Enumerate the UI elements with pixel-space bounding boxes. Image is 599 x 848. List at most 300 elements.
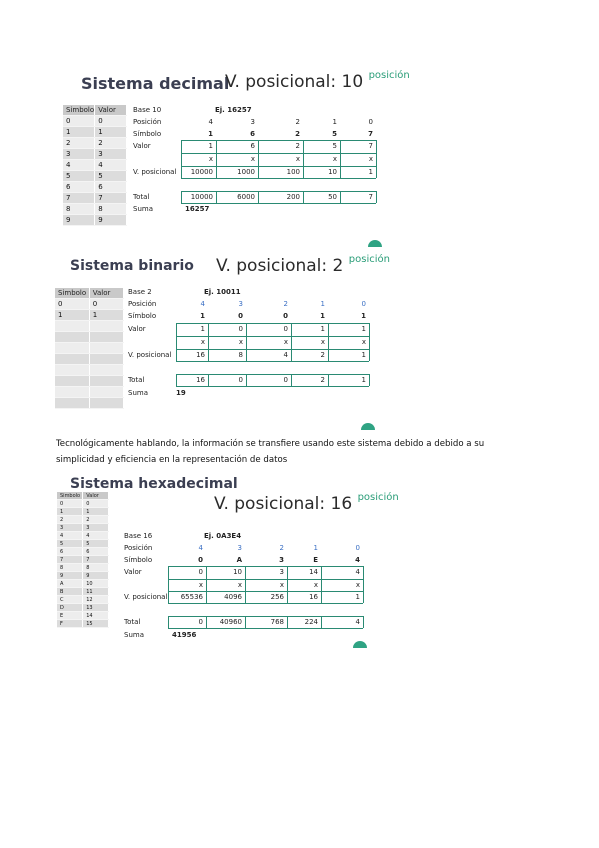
grid-divider xyxy=(176,361,369,362)
symbol-table-header-cell: Valor xyxy=(95,105,127,116)
symbol-table-cell xyxy=(89,321,123,332)
grid-divider xyxy=(181,140,182,178)
symbol-table-cell: 7 xyxy=(57,556,83,564)
grid-divider xyxy=(363,616,364,628)
multiply-sign: x xyxy=(283,338,288,346)
symbol-table-cell xyxy=(89,343,123,354)
simbolo-value: 1 xyxy=(361,312,366,320)
total-value: 0 xyxy=(198,618,203,626)
grid-divider xyxy=(328,374,329,386)
symbol-table-cell: 1 xyxy=(55,310,89,321)
vposicional-value: 65536 xyxy=(180,593,203,601)
grid-divider xyxy=(245,616,246,628)
posicion-value: 3 xyxy=(237,544,242,552)
valor-value: 1 xyxy=(200,325,205,333)
symbol-table-cell: 0 xyxy=(57,500,83,508)
simbolo-value: 1 xyxy=(200,312,205,320)
posicion-value: 0 xyxy=(368,118,373,126)
grid-divider xyxy=(376,140,377,178)
hexa-vpos-sup: posición xyxy=(357,492,399,503)
grid-divider xyxy=(216,140,217,178)
total-value: 2 xyxy=(320,376,325,384)
grid-divider xyxy=(206,616,207,628)
grid-divider xyxy=(216,191,217,203)
symbol-table-header xyxy=(57,492,109,500)
multiply-sign: x xyxy=(200,338,205,346)
posicion-value: 4 xyxy=(200,300,205,308)
grid-divider xyxy=(168,566,363,567)
symbol-table-cell: B xyxy=(57,588,83,596)
symbol-table-row xyxy=(63,127,127,138)
grid-divider xyxy=(245,566,246,603)
total-value: 224 xyxy=(304,618,318,626)
symbol-table-cell: 2 xyxy=(63,138,95,149)
multiply-sign: x xyxy=(295,155,300,163)
symbol-table-cell: F xyxy=(57,620,83,628)
symbol-table-cell: 1 xyxy=(63,127,95,138)
symbol-table-header-cell: Simbolo xyxy=(55,288,89,299)
multiply-sign: x xyxy=(208,155,213,163)
grid-divider xyxy=(176,374,177,386)
row-label-valor: Valor xyxy=(133,142,151,150)
symbol-table-cell: 4 xyxy=(63,160,95,171)
vposicional-value: 10000 xyxy=(190,168,213,176)
simbolo-value: 0 xyxy=(238,312,243,320)
symbol-table-cell xyxy=(55,354,89,365)
row-label-suma: Suma xyxy=(133,205,153,213)
symbol-table-row xyxy=(55,343,124,354)
symbol-table-row xyxy=(63,160,127,171)
hexa-symbol-table xyxy=(57,492,109,628)
posicion-value: 3 xyxy=(250,118,255,126)
symbol-table-row xyxy=(55,376,124,387)
grid-divider xyxy=(340,140,341,178)
suma-value: 41956 xyxy=(172,631,197,639)
vposicional-value: 1000 xyxy=(237,168,255,176)
binario-vpos-heading xyxy=(216,256,390,276)
symbol-table-cell: 4 xyxy=(83,532,109,540)
row-label-valor: Valor xyxy=(128,325,146,333)
symbol-table-cell xyxy=(55,398,89,409)
symbol-table-cell: 2 xyxy=(83,516,109,524)
symbol-table-cell: 11 xyxy=(83,588,109,596)
grid-divider xyxy=(246,374,247,386)
valor-value: 3 xyxy=(279,568,284,576)
hexa-vpos-label: V. posicional: 16 xyxy=(214,494,353,514)
vposicional-value: 4096 xyxy=(224,593,242,601)
vposicional-value: 100 xyxy=(286,168,300,176)
symbol-table-row xyxy=(63,193,127,204)
vposicional-value: 2 xyxy=(320,351,325,359)
symbol-table-row xyxy=(57,556,109,564)
symbol-table-cell: 8 xyxy=(63,204,95,215)
symbol-table-row xyxy=(55,299,124,310)
posicion-value: 4 xyxy=(208,118,213,126)
symbol-table-row xyxy=(57,604,109,612)
symbol-table-cell: 12 xyxy=(83,596,109,604)
symbol-table-cell: 4 xyxy=(57,532,83,540)
valor-value: 0 xyxy=(238,325,243,333)
symbol-table-cell: C xyxy=(57,596,83,604)
grid-divider xyxy=(321,616,322,628)
grid-divider xyxy=(328,323,329,361)
symbol-table-header-cell: Valor xyxy=(83,492,109,500)
symbol-table-row xyxy=(55,321,124,332)
valor-value: 6 xyxy=(250,142,255,150)
symbol-table-cell xyxy=(55,365,89,376)
symbol-table-row xyxy=(57,588,109,596)
base-label: Base 10 xyxy=(133,106,162,114)
multiply-sign: x xyxy=(320,338,325,346)
symbol-table-cell: 10 xyxy=(83,580,109,588)
symbol-table-cell xyxy=(89,354,123,365)
grid-divider xyxy=(246,323,247,361)
total-value: 200 xyxy=(286,193,300,201)
symbol-table-cell: 7 xyxy=(83,556,109,564)
symbol-table-cell: 3 xyxy=(95,149,127,160)
simbolo-value: 0 xyxy=(198,556,203,564)
multiply-sign: x xyxy=(355,581,360,589)
grid-divider xyxy=(176,323,177,361)
symbol-table-cell: 4 xyxy=(95,160,127,171)
row-label-total: Total xyxy=(133,193,150,201)
decimal-vpos-heading xyxy=(225,72,410,92)
grid-divider xyxy=(181,191,182,203)
symbol-table-cell: 9 xyxy=(57,572,83,580)
symbol-table-row xyxy=(57,564,109,572)
total-value: 0 xyxy=(238,376,243,384)
grid-divider xyxy=(181,166,376,167)
row-label-suma: Suma xyxy=(124,631,144,639)
row-label-suma: Suma xyxy=(128,389,148,397)
symbol-table-row xyxy=(57,548,109,556)
symbol-table-header-cell: Valor xyxy=(89,288,123,299)
symbol-table-cell: 9 xyxy=(83,572,109,580)
symbol-table-row xyxy=(63,171,127,182)
symbol-table-row xyxy=(57,612,109,620)
grid-divider xyxy=(168,591,363,592)
row-label-vposicional: V. posicional xyxy=(124,593,168,601)
multiply-sign: x xyxy=(368,155,373,163)
grid-divider xyxy=(287,616,288,628)
symbol-table-cell: 0 xyxy=(55,299,89,310)
symbol-table-cell: 9 xyxy=(63,215,95,226)
total-value: 7 xyxy=(368,193,373,201)
grid-divider xyxy=(168,579,363,580)
symbol-table-cell: 7 xyxy=(63,193,95,204)
total-value: 1 xyxy=(361,376,366,384)
symbol-table-row xyxy=(63,138,127,149)
grid-divider xyxy=(369,374,370,386)
hexa-vpos-heading xyxy=(214,494,399,514)
symbol-table-cell: 3 xyxy=(83,524,109,532)
symbol-table-row xyxy=(57,516,109,524)
valor-value: 1 xyxy=(361,325,366,333)
symbol-table-row xyxy=(57,524,109,532)
total-value: 0 xyxy=(283,376,288,384)
symbol-table-cell: 15 xyxy=(83,620,109,628)
posicion-value: 4 xyxy=(198,544,203,552)
decimal-vpos-sup: posición xyxy=(368,70,410,81)
multiply-sign: x xyxy=(238,338,243,346)
simbolo-value: 1 xyxy=(320,312,325,320)
multiply-sign: x xyxy=(313,581,318,589)
grid-divider xyxy=(176,323,369,324)
example-label: Ej. 0A3E4 xyxy=(204,532,242,540)
symbol-table-row xyxy=(57,500,109,508)
hexa-calc-grid xyxy=(124,530,364,642)
vposicional-value: 10 xyxy=(328,168,337,176)
symbol-table-cell xyxy=(89,376,123,387)
symbol-table-row xyxy=(55,310,124,321)
simbolo-value: 3 xyxy=(279,556,284,564)
valor-value: 7 xyxy=(368,142,373,150)
decimal-title: Sistema decimal xyxy=(81,74,230,93)
vposicional-value: 16 xyxy=(196,351,205,359)
simbolo-value: 2 xyxy=(295,130,300,138)
symbol-table-header xyxy=(55,288,124,299)
grid-divider xyxy=(176,349,369,350)
valor-value: 5 xyxy=(332,142,337,150)
valor-value: 4 xyxy=(355,568,360,576)
binario-title: Sistema binario xyxy=(70,258,194,274)
symbol-table-cell: 7 xyxy=(95,193,127,204)
symbol-table-cell: A xyxy=(57,580,83,588)
symbol-table-cell: 2 xyxy=(95,138,127,149)
suma-value: 16257 xyxy=(185,205,210,213)
multiply-sign: x xyxy=(198,581,203,589)
hexa-corner-decoration xyxy=(353,641,367,648)
binario-vpos-label: V. posicional: 2 xyxy=(216,256,344,276)
decimal-corner-decoration xyxy=(368,240,382,247)
symbol-table-cell: 0 xyxy=(63,116,95,127)
total-value: 4 xyxy=(355,618,360,626)
grid-divider xyxy=(168,628,363,629)
simbolo-value: 5 xyxy=(332,130,337,138)
grid-divider xyxy=(168,566,169,603)
symbol-table-cell xyxy=(55,376,89,387)
grid-divider xyxy=(176,386,369,387)
symbol-table-cell: 8 xyxy=(83,564,109,572)
symbol-table-cell: 1 xyxy=(95,127,127,138)
valor-value: 1 xyxy=(320,325,325,333)
multiply-sign: x xyxy=(332,155,337,163)
vposicional-value: 16 xyxy=(309,593,318,601)
symbol-table-cell: 6 xyxy=(57,548,83,556)
symbol-table-row xyxy=(55,332,124,343)
grid-divider xyxy=(208,323,209,361)
symbol-table-row xyxy=(57,532,109,540)
symbol-table-header-cell: Simbolo xyxy=(57,492,83,500)
posicion-value: 2 xyxy=(279,544,284,552)
symbol-table-cell: 5 xyxy=(63,171,95,182)
simbolo-value: 7 xyxy=(368,130,373,138)
row-label-total: Total xyxy=(128,376,145,384)
symbol-table-cell: 5 xyxy=(83,540,109,548)
decimal-vpos-label: V. posicional: 10 xyxy=(225,72,364,92)
decimal-symbol-table xyxy=(63,105,127,226)
base-label: Base 2 xyxy=(128,288,152,296)
row-label-total: Total xyxy=(124,618,141,626)
multiply-sign: x xyxy=(237,581,242,589)
row-label-vposicional: V. posicional xyxy=(128,351,172,359)
symbol-table-cell: 9 xyxy=(95,215,127,226)
posicion-value: 1 xyxy=(332,118,337,126)
multiply-sign: x xyxy=(279,581,284,589)
symbol-table-row xyxy=(63,149,127,160)
posicion-value: 3 xyxy=(238,300,243,308)
grid-divider xyxy=(181,140,376,141)
valor-value: 14 xyxy=(309,568,318,576)
grid-divider xyxy=(181,191,376,192)
total-value: 10000 xyxy=(190,193,213,201)
row-label-simbolo: Símbolo xyxy=(124,556,153,564)
symbol-table-cell: E xyxy=(57,612,83,620)
symbol-table-cell: 2 xyxy=(57,516,83,524)
grid-divider xyxy=(181,178,376,179)
symbol-table-cell: 5 xyxy=(57,540,83,548)
symbol-table-cell: 6 xyxy=(63,182,95,193)
total-value: 16 xyxy=(196,376,205,384)
binario-vpos-sup: posición xyxy=(348,254,390,265)
grid-divider xyxy=(258,140,259,178)
symbol-table-row xyxy=(57,572,109,580)
grid-divider xyxy=(206,566,207,603)
valor-value: 2 xyxy=(295,142,300,150)
posicion-value: 1 xyxy=(320,300,325,308)
vposicional-value: 256 xyxy=(270,593,284,601)
row-label-posicion: Posición xyxy=(124,544,153,552)
symbol-table-row xyxy=(57,580,109,588)
valor-value: 0 xyxy=(283,325,288,333)
vposicional-value: 1 xyxy=(355,593,360,601)
grid-divider xyxy=(287,566,288,603)
posicion-value: 0 xyxy=(355,544,360,552)
symbol-table-row xyxy=(63,182,127,193)
binario-corner-decoration xyxy=(361,423,375,430)
symbol-table-row xyxy=(57,540,109,548)
vposicional-value: 1 xyxy=(361,351,366,359)
total-value: 6000 xyxy=(237,193,255,201)
symbol-table-cell: D xyxy=(57,604,83,612)
hexa-title: Sistema hexadecimal xyxy=(70,476,238,492)
posicion-value: 1 xyxy=(313,544,318,552)
symbol-table-row xyxy=(55,387,124,398)
row-label-simbolo: Símbolo xyxy=(128,312,157,320)
symbol-table-row xyxy=(57,620,109,628)
grid-divider xyxy=(303,140,304,178)
symbol-table-cell: 14 xyxy=(83,612,109,620)
valor-value: 0 xyxy=(198,568,203,576)
total-value: 768 xyxy=(270,618,284,626)
grid-divider xyxy=(291,374,292,386)
row-label-vposicional: V. posicional xyxy=(133,168,177,176)
simbolo-value: E xyxy=(313,556,318,564)
posicion-value: 0 xyxy=(361,300,366,308)
symbol-table-row xyxy=(57,596,109,604)
multiply-sign: x xyxy=(250,155,255,163)
symbol-table-header-cell: Simbolo xyxy=(63,105,95,116)
row-label-posicion: Posición xyxy=(133,118,162,126)
symbol-table-cell xyxy=(55,332,89,343)
symbol-table-cell: 1 xyxy=(83,508,109,516)
symbol-table-cell: 6 xyxy=(95,182,127,193)
grid-divider xyxy=(321,566,322,603)
symbol-table-cell: 1 xyxy=(89,310,123,321)
symbol-table-row xyxy=(55,398,124,409)
symbol-table-row xyxy=(63,204,127,215)
example-label: Ej. 16257 xyxy=(215,106,252,114)
row-label-valor: Valor xyxy=(124,568,142,576)
grid-divider xyxy=(181,153,376,154)
vposicional-value: 8 xyxy=(238,351,243,359)
symbol-table-cell: 6 xyxy=(83,548,109,556)
total-value: 40960 xyxy=(219,618,242,626)
valor-value: 1 xyxy=(208,142,213,150)
binario-symbol-table xyxy=(55,288,124,409)
symbol-table-row xyxy=(63,215,127,226)
symbol-table-row xyxy=(63,116,127,127)
symbol-table-cell xyxy=(55,321,89,332)
binary-explanation-paragraph: Tecnológicamente hablando, la información se transfiere usando este sistema debido a debido a su simplicidad y eficiencia en la representación de datos xyxy=(56,439,485,465)
grid-divider xyxy=(168,603,363,604)
grid-divider xyxy=(168,616,363,617)
symbol-table-row xyxy=(55,354,124,365)
symbol-table-cell: 13 xyxy=(83,604,109,612)
symbol-table-cell: 3 xyxy=(57,524,83,532)
symbol-table-cell: 8 xyxy=(57,564,83,572)
simbolo-value: 6 xyxy=(250,130,255,138)
example-label: Ej. 10011 xyxy=(204,288,241,296)
grid-divider xyxy=(363,566,364,603)
symbol-table-cell xyxy=(89,398,123,409)
grid-divider xyxy=(340,191,341,203)
grid-divider xyxy=(258,191,259,203)
grid-divider xyxy=(176,336,369,337)
row-label-simbolo: Símbolo xyxy=(133,130,162,138)
symbol-table-cell: 1 xyxy=(57,508,83,516)
grid-divider xyxy=(181,203,376,204)
symbol-table-cell: 0 xyxy=(83,500,109,508)
symbol-table-row xyxy=(55,365,124,376)
valor-value: 10 xyxy=(233,568,242,576)
simbolo-value: 4 xyxy=(355,556,360,564)
base-label: Base 16 xyxy=(124,532,153,540)
simbolo-value: 1 xyxy=(208,130,213,138)
total-value: 50 xyxy=(328,193,337,201)
grid-divider xyxy=(303,191,304,203)
grid-divider xyxy=(208,374,209,386)
symbol-table-cell xyxy=(89,332,123,343)
simbolo-value: 0 xyxy=(283,312,288,320)
symbol-table-cell: 0 xyxy=(89,299,123,310)
symbol-table-row xyxy=(57,508,109,516)
symbol-table-cell xyxy=(55,387,89,398)
row-label-posicion: Posición xyxy=(128,300,157,308)
grid-divider xyxy=(176,374,369,375)
symbol-table-header xyxy=(63,105,127,116)
suma-value: 19 xyxy=(176,389,186,397)
decimal-calc-grid xyxy=(133,104,378,220)
grid-divider xyxy=(376,191,377,203)
grid-divider xyxy=(291,323,292,361)
vposicional-value: 4 xyxy=(283,351,288,359)
vposicional-value: 1 xyxy=(368,168,373,176)
symbol-table-cell: 0 xyxy=(95,116,127,127)
grid-divider xyxy=(168,616,169,628)
multiply-sign: x xyxy=(361,338,366,346)
symbol-table-cell: 3 xyxy=(63,149,95,160)
